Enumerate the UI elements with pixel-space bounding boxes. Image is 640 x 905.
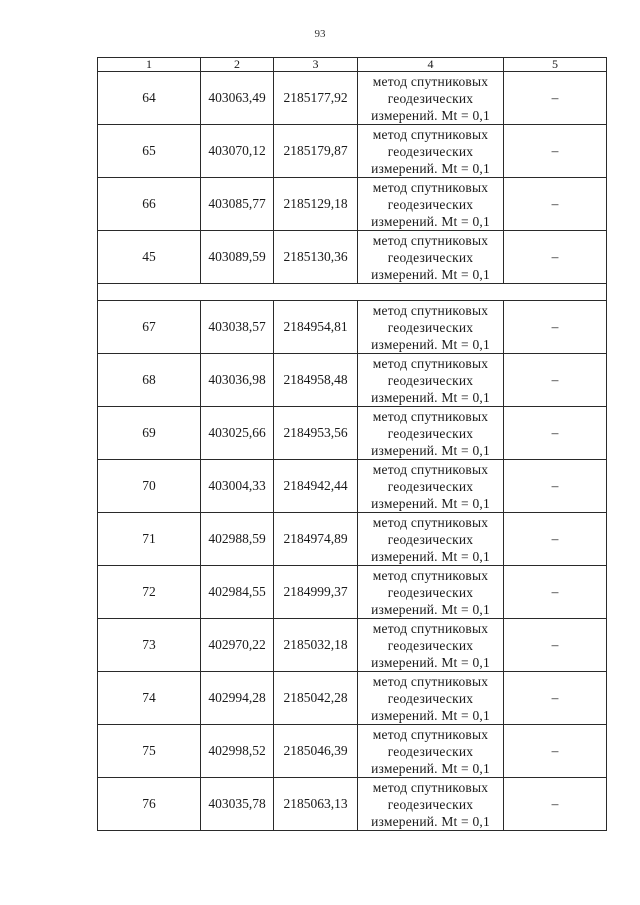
method-line: измерений. Mt = 0,1 xyxy=(371,813,490,829)
method-cell xyxy=(358,778,504,831)
point-number-cell: 68 xyxy=(98,354,201,407)
point-number-cell: 65 xyxy=(98,125,201,178)
method-line: геодезических xyxy=(387,196,474,212)
note-cell: – xyxy=(504,566,607,619)
method-line: измерений. Mt = 0,1 xyxy=(371,107,490,123)
x-coordinate-cell: 403070,12 xyxy=(201,125,274,178)
note-cell: – xyxy=(504,460,607,513)
y-coordinate-cell: 2185042,28 xyxy=(274,672,358,725)
method-line: метод спутниковых xyxy=(372,408,489,424)
y-coordinate-cell: 2184954,81 xyxy=(274,301,358,354)
table-row xyxy=(98,460,607,513)
note-cell: – xyxy=(504,672,607,725)
x-coordinate-cell: 403036,98 xyxy=(201,354,274,407)
point-number-cell: 71 xyxy=(98,513,201,566)
table-row xyxy=(98,619,607,672)
method-cell xyxy=(358,407,504,460)
note-cell: – xyxy=(504,125,607,178)
method-line: измерений. Mt = 0,1 xyxy=(371,760,490,776)
method-line: метод спутниковых xyxy=(372,461,489,477)
y-coordinate-cell: 2185177,92 xyxy=(274,72,358,125)
coordinates-table xyxy=(97,57,607,831)
table-row xyxy=(98,778,607,831)
method-line: метод спутниковых xyxy=(372,232,489,248)
method-line: метод спутниковых xyxy=(372,673,489,689)
method-line: метод спутниковых xyxy=(372,620,489,636)
note-cell: – xyxy=(504,354,607,407)
table-row xyxy=(98,407,607,460)
x-coordinate-cell: 403063,49 xyxy=(201,72,274,125)
method-line: метод спутниковых xyxy=(372,514,489,530)
y-coordinate-cell: 2184974,89 xyxy=(274,513,358,566)
table-row xyxy=(98,178,607,231)
point-number-cell: 73 xyxy=(98,619,201,672)
point-number-cell: 64 xyxy=(98,72,201,125)
y-coordinate-cell: 2185063,13 xyxy=(274,778,358,831)
method-line: метод спутниковых xyxy=(372,726,489,742)
section-separator-row xyxy=(98,284,607,301)
column-header: 1 xyxy=(98,58,201,72)
x-coordinate-cell: 403085,77 xyxy=(201,178,274,231)
method-line: геодезических xyxy=(387,637,474,653)
method-line: геодезических xyxy=(387,690,474,706)
method-line: измерений. Mt = 0,1 xyxy=(371,548,490,564)
method-line: геодезических xyxy=(387,90,474,106)
method-line: геодезических xyxy=(387,584,474,600)
method-line: геодезических xyxy=(387,372,474,388)
x-coordinate-cell: 402984,55 xyxy=(201,566,274,619)
method-cell xyxy=(358,460,504,513)
method-line: геодезических xyxy=(387,531,474,547)
y-coordinate-cell: 2185129,18 xyxy=(274,178,358,231)
x-coordinate-cell: 403025,66 xyxy=(201,407,274,460)
y-coordinate-cell: 2184953,56 xyxy=(274,407,358,460)
note-cell: – xyxy=(504,178,607,231)
method-line: измерений. Mt = 0,1 xyxy=(371,707,490,723)
note-cell: – xyxy=(504,619,607,672)
table-row xyxy=(98,354,607,407)
point-number-cell: 66 xyxy=(98,178,201,231)
table-row xyxy=(98,125,607,178)
y-coordinate-cell: 2185046,39 xyxy=(274,725,358,778)
method-line: метод спутниковых xyxy=(372,779,489,795)
y-coordinate-cell: 2185130,36 xyxy=(274,231,358,284)
x-coordinate-cell: 402994,28 xyxy=(201,672,274,725)
method-line: измерений. Mt = 0,1 xyxy=(371,336,490,352)
y-coordinate-cell: 2184999,37 xyxy=(274,566,358,619)
x-coordinate-cell: 403038,57 xyxy=(201,301,274,354)
note-cell: – xyxy=(504,231,607,284)
method-line: геодезических xyxy=(387,143,474,159)
method-cell xyxy=(358,566,504,619)
method-line: геодезических xyxy=(387,249,474,265)
method-line: измерений. Mt = 0,1 xyxy=(371,495,490,511)
method-line: измерений. Mt = 0,1 xyxy=(371,266,490,282)
column-header: 2 xyxy=(201,58,274,72)
note-cell: – xyxy=(504,778,607,831)
method-cell xyxy=(358,178,504,231)
column-header: 5 xyxy=(504,58,607,72)
note-cell: – xyxy=(504,407,607,460)
table-row xyxy=(98,725,607,778)
note-cell: – xyxy=(504,301,607,354)
point-number-cell: 67 xyxy=(98,301,201,354)
y-coordinate-cell: 2184958,48 xyxy=(274,354,358,407)
method-cell xyxy=(358,354,504,407)
column-header: 3 xyxy=(274,58,358,72)
method-line: геодезических xyxy=(387,743,474,759)
method-cell xyxy=(358,72,504,125)
method-line: измерений. Mt = 0,1 xyxy=(371,213,490,229)
method-line: геодезических xyxy=(387,425,474,441)
table-row xyxy=(98,672,607,725)
method-line: геодезических xyxy=(387,796,474,812)
table-row xyxy=(98,566,607,619)
method-cell xyxy=(358,619,504,672)
method-line: метод спутниковых xyxy=(372,126,489,142)
method-line: метод спутниковых xyxy=(372,73,489,89)
note-cell: – xyxy=(504,725,607,778)
point-number-cell: 72 xyxy=(98,566,201,619)
page-number: 93 xyxy=(314,28,326,40)
method-cell xyxy=(358,672,504,725)
method-line: геодезических xyxy=(387,478,474,494)
method-line: измерений. Mt = 0,1 xyxy=(371,389,490,405)
x-coordinate-cell: 403004,33 xyxy=(201,460,274,513)
method-cell xyxy=(358,125,504,178)
y-coordinate-cell: 2185179,87 xyxy=(274,125,358,178)
method-line: геодезических xyxy=(387,319,474,335)
table-body xyxy=(98,72,607,831)
method-line: измерений. Mt = 0,1 xyxy=(371,442,490,458)
note-cell: – xyxy=(504,513,607,566)
point-number-cell: 69 xyxy=(98,407,201,460)
x-coordinate-cell: 402970,22 xyxy=(201,619,274,672)
method-cell xyxy=(358,725,504,778)
x-coordinate-cell: 403035,78 xyxy=(201,778,274,831)
y-coordinate-cell: 2185032,18 xyxy=(274,619,358,672)
note-cell: – xyxy=(504,72,607,125)
table-header-row xyxy=(98,58,607,72)
table-row xyxy=(98,231,607,284)
x-coordinate-cell: 402998,52 xyxy=(201,725,274,778)
method-line: метод спутниковых xyxy=(372,302,489,318)
method-line: метод спутниковых xyxy=(372,567,489,583)
point-number-cell: 75 xyxy=(98,725,201,778)
method-line: измерений. Mt = 0,1 xyxy=(371,654,490,670)
method-line: метод спутниковых xyxy=(372,179,489,195)
point-number-cell: 70 xyxy=(98,460,201,513)
point-number-cell: 45 xyxy=(98,231,201,284)
method-cell xyxy=(358,301,504,354)
separator-cell xyxy=(98,284,607,301)
method-line: метод спутниковых xyxy=(372,355,489,371)
table-row xyxy=(98,513,607,566)
method-cell xyxy=(358,231,504,284)
method-line: измерений. Mt = 0,1 xyxy=(371,601,490,617)
method-line: измерений. Mt = 0,1 xyxy=(371,160,490,176)
y-coordinate-cell: 2184942,44 xyxy=(274,460,358,513)
x-coordinate-cell: 403089,59 xyxy=(201,231,274,284)
point-number-cell: 74 xyxy=(98,672,201,725)
table-row xyxy=(98,301,607,354)
table-row xyxy=(98,72,607,125)
method-cell xyxy=(358,513,504,566)
x-coordinate-cell: 402988,59 xyxy=(201,513,274,566)
column-header: 4 xyxy=(358,58,504,72)
point-number-cell: 76 xyxy=(98,778,201,831)
